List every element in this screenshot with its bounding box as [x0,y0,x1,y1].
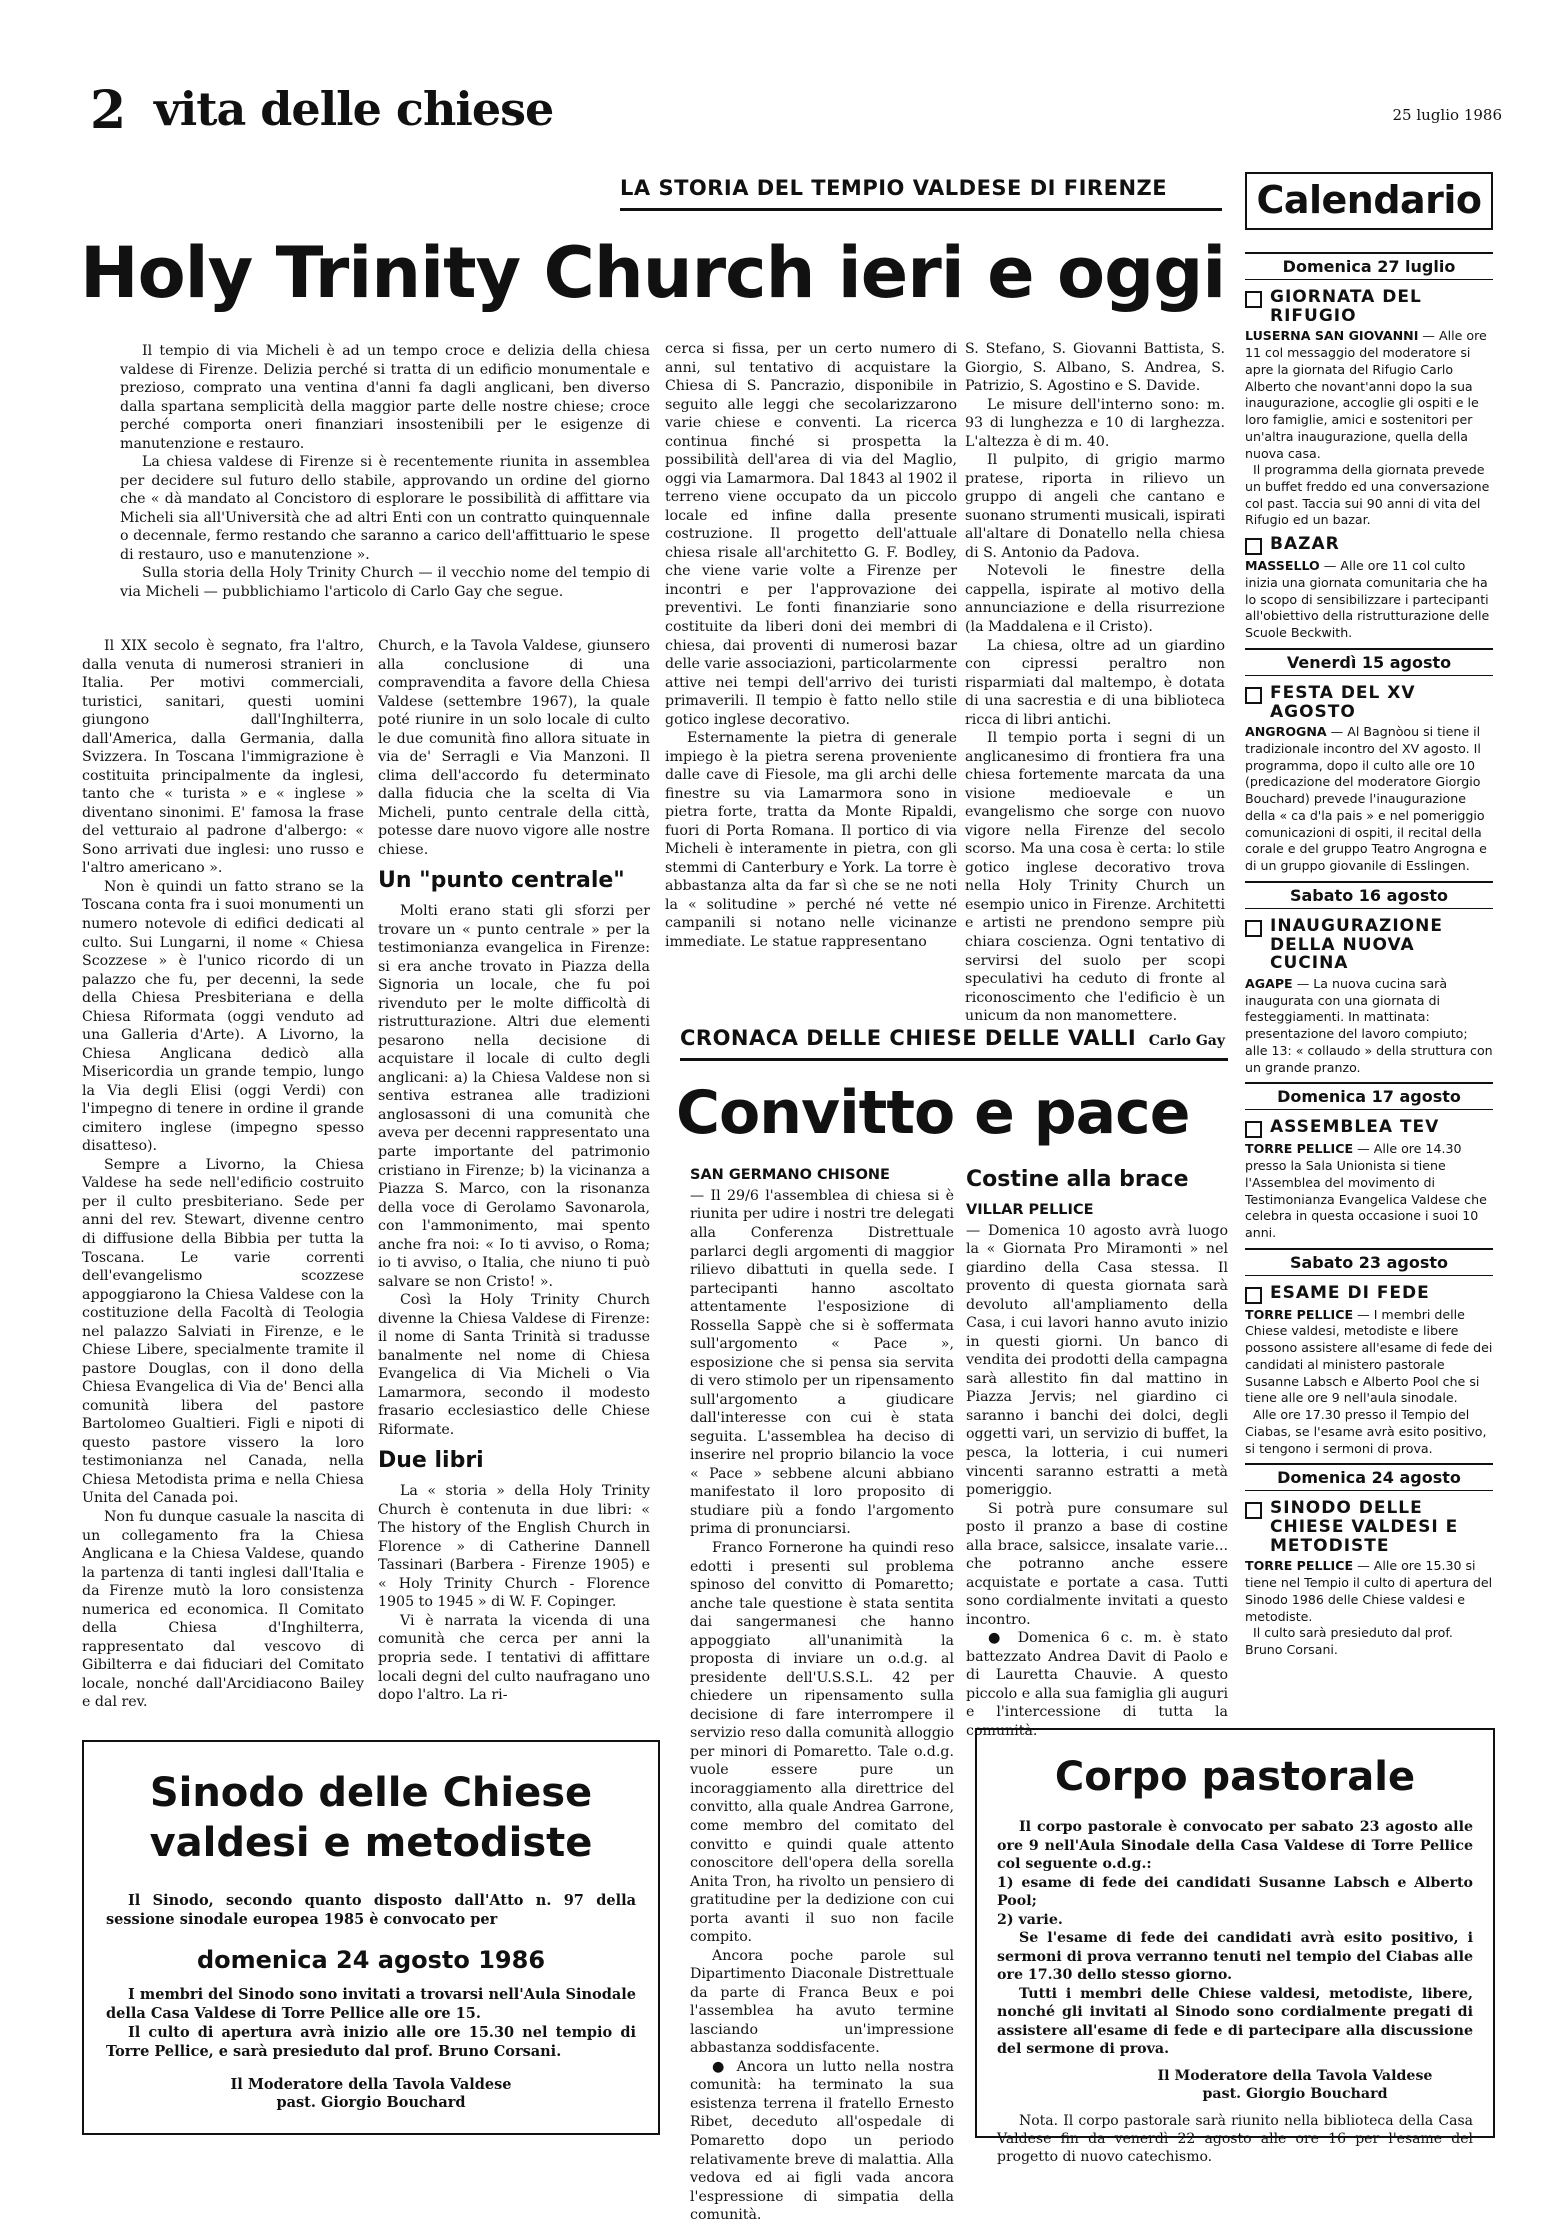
sinodo-signature: past. Giorgio Bouchard [276,2094,466,2112]
checkbox-icon [1245,920,1262,937]
corpo-agenda-item: 2) varie. [997,1911,1063,1928]
corpo-paragraph: Se l'esame di fede dei candidati avrà esito positivo, i sermoni di prova verranno tenuti nel tempio del Ciabas alle ore 17.30 dello stesso giorno. [997,1930,1473,1984]
calendar-event-title: INAUGURAZIONE DELLA NUOVA CUCINA [1245,917,1493,973]
calendar-sidebar [1245,172,1493,1665]
calendar-event-title: ASSEMBLEA TEV [1245,1118,1493,1138]
cronaca-kicker: CRONACA DELLE CHIESE DELLE VALLI [680,1026,1137,1050]
history-paragraph: Sempre a Livorno, la Chiesa Valdese ha sede nell'edificio costruito per il culto presbiteriano. Sede per anni del rev. Stewart, divenne centro di diffusione della Bibbia per tutta la Toscana. Le varie correnti dell'evangelismo scozzese appoggiarono la Chiesa Valdese con la costituzione della Facoltà di Teologia nel palazzo Salviati in Firenze, e le Chiese Libere, specialmente tramite il pastore Douglas, con il dono della Chiesa Evangelica di Via de' Benci alla comunità libera del pastore Bartolomeo Gualtieri. Figli e nipoti di questo pastore vissero la loro testimonianza nel Canada, nella Chiesa Metodista prima e nella Chiesa Unita del Canada poi. [82,1156,364,1507]
history-paragraph: Non è quindi un fatto strano se la Toscana conta fra i suoi monumenti un numero notevole di edifici dedicati al culto. Sui Lungarni, il nome « Chiesa Scozzese » è l'unico ricordo di un palazzo che fu, per decenni, la sede della Chiesa Presbiteriana e della Chiesa Riformata (oggi venduto ad una Galleria d'Arte). A Livorno, la Chiesa Anglicana dedicò alla Misericordia un grande tempio, lungo la Via degli Elisi (oggi Verdi) con l'impegno di tenere in ordine il grande cimitero inglese (impegno spesso disatteso). [82,878,364,1155]
history-paragraph: Non fu dunque casuale la nascita di un collegamento fra la Chiesa Anglicana e la Chiesa Valdese, quando la partenza di tanti inglesi dall'Italia e da Firenze mutò la loro consistenza numerica ed economica. Il Comitato della Chiesa d'Inghilterra, rappresentato dal vescovo di Gibilterra e dai fiduciari del Comitato locale, nonché dall'Arcidiacono Bailey e dal rev. [82,1508,364,1711]
cronaca-paragraph: — Il 29/6 l'assemblea di chiesa si è riunita per udire i nostri tre delegati alla Conferenza Distrettuale parlarci degli argomenti di maggior rilievo dibattuti in quella sede. I partecipanti hanno ascoltato attentamente l'esposizione di Rossella Sappè che si è soffermata sull'argomento « Pace », esposizione che si pensa sia servita di vero stimolo per un ripensamento sull'argomento a giudicare dall'interesse con cui è stata seguita. L'assemblea ha deciso di inserire nel proprio bilancio la voce « Pace » sebbene alcuni abbiano manifestato il loro proposito di studiare più a fondo l'argomento prima di pronunciarsi. [690,1187,954,1538]
calendar-event-title: SINODO DELLE CHIESE VALDESI E METODISTE [1245,1499,1493,1555]
history-paragraph: Church, e la Tavola Valdese, giunsero alla conclusione di una compravendita a favore della Chiesa Valdese (settembre 1967), la quale poté riunire in un solo locale di culto le due comunità fino allora situate in via de' Serragli e Via Manzoni. Il clima dell'accordo fu determinato dalla fiducia che la scelta di Via Micheli, punto centrale della città, potesse dare nuovo vigore alle nostre chiese. [378,638,650,858]
calendar-date: Venerdì 15 agosto [1245,648,1493,676]
history-paragraph: Molti erano stati gli sforzi per trovare un « punto centrale » per la testimonianza evangelica in Firenze: si era anche trovato in Piazza della Signoria un locale, che fu poi rivenduto per le molte difficoltà di ristrutturazione. Altri due elementi pesarono nella decisione di acquistare il locale di culto degli anglicani: a) la Chiesa Valdese non si sentiva estranea alle tradizioni anglosassoni di una comunità che aveva per decenni rappresentato una parte importante del patrimonio cristiano in Firenze; b) la vicinanza a Piazza S. Marco, con la risonanza della voce di Gerolamo Savonarola, con l'ammonimento, mai spento anche fra noi: « Io ti avviso, o Roma; io ti avviso, o Italia, che niuno ti può salvare se non Cristo! ». [378,903,650,1290]
lead-paragraph: La chiesa, oltre ad un giardino con cipressi peraltro non risparmiati dal maltempo, è dotata di una sacrestia e di una biblioteca ricca di libri antichi. [965,637,1225,728]
cronaca-left-col [690,1166,954,2225]
intro-paragraph: La chiesa valdese di Firenze si è recentemente riunita in assemblea per decidere sul futuro dello stabile, approvando un ordine del giorno che « dà mandato al Concistoro di esplorare le possibilità di affittare via Micheli sia all'Università che ad altri Enti con un contratto quinquennale o decennale, fermo restando che saranno a carico dell'affittuario le spese di restauro, uso e manutenzione ». [120,454,650,563]
sinodo-box [82,1740,660,2135]
subheading-costine: Costine alla brace [966,1167,1189,1192]
calendar-date: Domenica 27 luglio [1245,252,1493,280]
calendar-date: Domenica 24 agosto [1245,1463,1493,1491]
subheading-punto-centrale: Un "punto centrale" [378,868,625,894]
cronaca-rule [680,1058,1228,1061]
corpo-paragraph: Tutti i membri delle Chiese valdesi, metodiste, libere, nonché gli invitati al Sinodo sono cordialmente pregati di assistere all'esame di fede e di partecipare alla discussione del sermone di prova. [997,1985,1473,2058]
sinodo-paragraph: Il Sinodo, secondo quanto disposto dall'Atto n. 97 della sessione sinodale europea 1985 è convocato per [106,1892,636,1928]
calendar-date: Sabato 16 agosto [1245,881,1493,909]
corpo-agenda-item: 1) esame di fede dei candidati Susanne Labsch e Alberto Pool; [997,1874,1473,1910]
intro-paragraph: Sulla storia della Holy Trinity Church — il vecchio nome del tempio di via Micheli — pubblichiamo l'articolo di Carlo Gay che segue. [120,565,650,600]
corpo-title: Corpo pastorale [1054,1754,1416,1800]
history-paragraph: Così la Holy Trinity Church divenne la Chiesa Valdese di Firenze: il nome di Santa Trinità si tradusse banalmente nel nome di Chiesa Evangelica di Via Micheli o Via Lamarmora, secondo il modesto frasario ecclesiastico delle Chiese Riformate. [378,1292,650,1438]
calendar-date: Sabato 23 agosto [1245,1248,1493,1276]
subheading-due-libri: Due libri [378,1448,484,1474]
sinodo-date: domenica 24 agosto 1986 [196,1945,546,1974]
lead-paragraph: Il tempio porta i segni di un anglicanesimo di frontiera fra una chiesa fortemente marcata da una visione medioevale e un evangelismo che sorge con nuovo vigore nella Firenze del secolo scorso. Ma una cosa è certa: lo stile gotico inglese decorativo trova nella Holy Trinity Church un esempio unico in Firenze. Architetti e artisti ne prendono sempre più chiara coscienza. Ogni tentativo di servirsi del suolo per scopi speculativi ha ceduto di fronte al riconoscimento che l'edificio è un unicum da non manomettere. [965,730,1225,1025]
history-col2 [378,637,650,1705]
checkbox-icon [1245,1287,1262,1304]
lead-col3 [665,340,957,952]
section-title: vita delle chiese [154,82,554,136]
sinodo-paragraph: Il culto di apertura avrà inizio alle ore 15.30 nel tempio di Torre Pellice, e sarà presieduto dal prof. Bruno Corsani. [106,2023,636,2060]
intro-paragraph: Il tempio di via Micheli è ad un tempo croce e delizia della chiesa valdese di Firenze. Delizia perché si tratta di un edificio monumentale e prezioso, comprato una ventina d'anni fa dagli anglicani, ben diverso dalla spartana semplicità della maggior parte delle nostre chiese; croce perché comporta oneri finanziari insostenibili per le esigenze di manutenzione e restauro. [120,343,650,452]
calendar-event-body: TORRE PELLICE — Alle ore 15.30 si tiene nel Tempio il culto di apertura del Sinodo 1986 delle Chiese valdesi e metodiste. Il culto sarà presieduto dal prof. Bruno Corsani. [1245,1558,1493,1658]
cronaca-paragraph: Ancora poche parole sul Dipartimento Diaconale Distrettuale da parte di Franca Beux e poi l'assemblea ha avuto termine lasciando un'impressione abbastanza soddisfacente. [690,1947,954,2057]
calendar-event-body: ANGROGNA — Al Bagnòou si tiene il tradizionale incontro del XV agosto. Il programma, dopo il culto alle ore 10 (predicazione del moderatore Giorgio Bouchard) prevede l'inaugurazione della « ca d'la pais » e nel pomeriggio comunicazioni di ospiti, il recital della corale e del gruppo Teatro Angrogna e di un gruppo giovanile di Esslingen. [1245,724,1487,874]
cronaca-right-col [966,1166,1228,1741]
calendar-event-body: LUSERNA SAN GIOVANNI — Alle ore 11 col messaggio del moderatore si apre la giornata del Rifugio Carlo Alberto che novant'anni dopo la sua inaugurazione, accoglie gli ospiti e le loro famiglie, amici e sostenitori per un'altra inaugurazione, quella della nuova casa. Il programma della giornata prevede un buffet freddo ed una conversazione col past. Taccia sui 90 anni di vita del Rifugio ed un bazar. [1245,328,1490,528]
corpo-pastorale-box [975,1728,1495,2166]
sinodo-signature: Il Moderatore della Tavola Valdese [230,2075,512,2093]
checkbox-icon [1245,291,1262,308]
lead-paragraph: Il pulpito, di grigio marmo pratese, riporta in rilievo un gruppo di angeli che cantano e suonano strumenti musicali, ispirati all'altare di Donatello nella chiesa di S. Antonio da Padova. [965,452,1225,561]
history-col1 [82,637,364,1712]
dateline-san-germano: SAN GERMANO CHISONE [690,1167,890,1183]
calendar-event-body: TORRE PELLICE — I membri delle Chiese valdesi, metodiste e libere possono assistere all'esame di fede dei candidati al ministero pastorale Susanne Labsch e Alberto Pool che si tiene alle ore 9 nell'aula sinodale. Alle ore 17.30 presso il Tempio del Ciabas, se l'esame avrà esito positivo, si tengono i sermoni di prova. [1245,1306,1493,1456]
lead-title: Holy Trinity Church ieri e oggi [80,232,1226,314]
lead-paragraph: Notevoli le finestre della cappella, ispirate al motivo della annunciazione e della risurrezione (la Maddalena e il Cristo). [965,563,1225,635]
history-paragraph: Vi è narrata la vicenda di una comunità che cerca per anni la propria sede. I tentativi di affittare locali degni del culto naufragano uno dopo l'altro. La ri- [378,1612,650,1704]
calendar-event-body: TORRE PELLICE — Alle ore 14.30 presso la Sala Unionista si tiene l'Assemblea del movimento di Testimonianza Evangelica Valdese che celebra in questa occasione i suoi 10 anni. [1245,1141,1487,1240]
checkbox-icon [1245,1502,1262,1519]
history-paragraph: Il XIX secolo è segnato, fra l'altro, dalla venuta di numerosi stranieri in Italia. Per motivi commerciali, turistici, sanitari, questi uomini giungono dall'Inghilterra, dall'America, dalla Germania, dalla Svizzera. In Toscana l'immigrazione è costituita principalmente da inglesi, tanto che « turista » e « inglese » diventano sinonimi. E' famosa la frase del vetturaio al padrone d'albergo: « Sono arrivati due inglesi: uno russo e l'altro americano ». [82,638,364,877]
corpo-signature: past. Giorgio Bouchard [1202,2086,1388,2103]
calendar-event-title: ESAME DI FEDE [1245,1284,1493,1304]
calendar-event-title: BAZAR [1245,535,1493,555]
sinodo-title: Sinodo delle Chiese valdesi e metodiste [149,1770,593,1866]
page-header [82,80,1502,148]
corpo-note: Nota. Il corpo pastorale sarà riunito nella biblioteca della Casa Valdese fin da venerdì 22 agosto alle ore 16 per l'esame del progetto di nuovo catechismo. [997,2112,1473,2166]
cronaca-paragraph: ● Ancora un lutto nella nostra comunità: ha terminato la sua esistenza terrena il fratello Ernesto Ribet, deceduto all'ospedale di Pomaretto dopo un periodo relativamente breve di malattia. Alla vedova ed ai figli vada ancora l'espressione di simpatia della comunità. [690,2058,954,2224]
calendar-event-body: AGAPE — La nuova cucina sarà inaugurata con una giornata di festeggiamenti. In mattinata: presentazione del lavoro compiuto; alle 13: « collaudo » della struttura con un grande pranzo. [1245,975,1493,1075]
lead-paragraph: cerca si fissa, per un certo numero di anni, sul tentativo di acquistare la Chiesa di S. Pancrazio, disponibile in seguito alle leggi che secolarizzarono varie chiese e conventi. La ricerca continua finché si prospetta la possibilità dell'area di via del Maglio, oggi via Lamarmora. Dal 1843 al 1902 il terreno viene occupato da un piccolo locale ed infine dalla presente costruzione. Il progetto dell'attuale chiesa risale all'architetto G. F. Bodley, che viene varie volte a Firenze per incontri e per l'approvazione dei preventivi. Le fonti finanziarie sono costituite da liberi doni dei membri di chiesa, dai proventi di numerosi bazar delle varie associazioni, particolarmente attive nei tempi dell'arrivo dei turisti primaverili. Il tempio è fatto nello stile gotico inglese decorativo. [665,341,957,728]
lead-paragraph: Esternamente la pietra di generale impiego è la pietra serena proveniente dalle cave di Fiesole, ma gli archi delle finestre su via Lamarmora sono in pietra forte, tratta da Monte Ripaldi, fuori di Porta Romana. Il portico di via Micheli è interamente in pietra, con gli stemmi di Canterbury e York. La torre è abbastanza alta da far sì che se ne noti la « solitudine » perché né vette né campanili si notano nelle vicinanze immediate. Le statue rappresentano [665,730,957,950]
checkbox-icon [1245,687,1262,704]
issue-date: 25 luglio 1986 [1392,106,1502,124]
cronaca-paragraph: Si potrà pure consumare sul posto il pranzo a base di costine alla brace, salsicce, insalate varie... che potranno anche essere acquistate e portate a casa. Tutti sono cordialmente invitati a questo incontro. [966,1500,1228,1628]
lead-paragraph: S. Stefano, S. Giovanni Battista, S. Giorgio, S. Albano, S. Andrea, S. Patrizio, S. Agostino e S. Davide. [965,341,1225,395]
corpo-paragraph: Il corpo pastorale è convocato per sabato 23 agosto alle ore 9 nell'Aula Sinodale della Casa Valdese di Torre Pellice col seguente o.d.g.: [997,1819,1473,1873]
cronaca-paragraph: Franco Fornerone ha quindi reso edotti i presenti sul problema spinoso del convitto di Pomaretto; anche tale questione è stata sentita dai sangermanesi che hanno appoggiato all'unanimità la proposta di inviare un o.d.g. al presidente dell'U.S.S.L. 42 per chiedere un ripensamento sulla decisione di fare interrompere il servizio reso dalla comunità alloggio per minori di Pomaretto. Tale o.d.g. vuole essere pure un incoraggiamento alla direttrice del convitto, alla quale Andrea Garrone, come membro del comitato del convitto e quindi quale attento conoscitore dell'opera della sorella Anita Tron, ha rivolto un pensiero di gratitudine per la dedizione con cui porta avanti il suo non facile compito. [690,1540,954,1946]
calendar-date: Domenica 17 agosto [1245,1082,1493,1110]
lead-intro [120,342,650,601]
checkbox-icon [1245,1121,1262,1138]
lead-col4 [965,340,1225,1050]
corpo-signature: Il Moderatore della Tavola Valdese [1157,2067,1433,2084]
history-paragraph: La « storia » della Holy Trinity Church è contenuta in due libri: « The history of the English Church in Florence » di Catherine Dannell Tassinari (Barbera - Firenze 1905) e « Holy Trinity Church - Florence 1905 to 1945 » di W. F. Copinger. [378,1483,650,1611]
kicker-rule [620,208,1222,211]
lead-author: Carlo Gay [1148,1032,1225,1049]
sinodo-paragraph: I membri del Sinodo sono invitati a trovarsi nell'Aula Sinodale della Casa Valdese di Torre Pellice alle ore 15. [106,1985,636,2022]
calendar-event-title: GIORNATA DEL RIFUGIO [1245,288,1493,325]
checkbox-icon [1245,538,1262,555]
cronaca-paragraph: ● Domenica 6 c. m. è stato battezzato Andrea Davit di Paolo e di Lauretta Chauvie. A questo piccolo e alla sua famiglia gli auguri e l'intercessione di tutta la comunità. [966,1630,1228,1739]
lead-kicker: LA STORIA DEL TEMPIO VALDESE DI FIRENZE [620,176,1168,200]
calendar-event-title: FESTA DEL XV AGOSTO [1245,684,1493,721]
dateline-villar-pellice: VILLAR PELLICE [966,1201,1094,1218]
page-number: 2 [90,80,127,141]
cronaca-title: Convitto e pace [676,1078,1190,1148]
cronaca-paragraph: — Domenica 10 agosto avrà luogo la « Giornata Pro Miramonti » nel giardino della Casa stessa. Il provento di questa giornata sarà devoluto all'ampliamento della Casa, i cui lavori hanno avuto inizio in questi giorni. Un banco di vendita dei prodotti della campagna sarà allestito fin dal mattino in Piazza Jervis; nel giardino ci saranno i banchi dei dolci, degli oggetti vari, un servizio di buffet, la pesca, la lotteria, i cui numeri vincenti saranno estratti a metà pomeriggio. [966,1222,1228,1499]
calendar-title: Calendario [1245,172,1493,230]
calendar-event-body: MASSELLO — Alle ore 11 col culto inizia una giornata comunitaria che ha lo scopo di sensibilizzare i partecipanti all'obiettivo della ristrutturazione delle Scuole Beckwith. [1245,558,1490,641]
lead-paragraph: Le misure dell'interno sono: m. 93 di lunghezza e 10 di larghezza. L'altezza è di m. 40. [965,396,1225,450]
